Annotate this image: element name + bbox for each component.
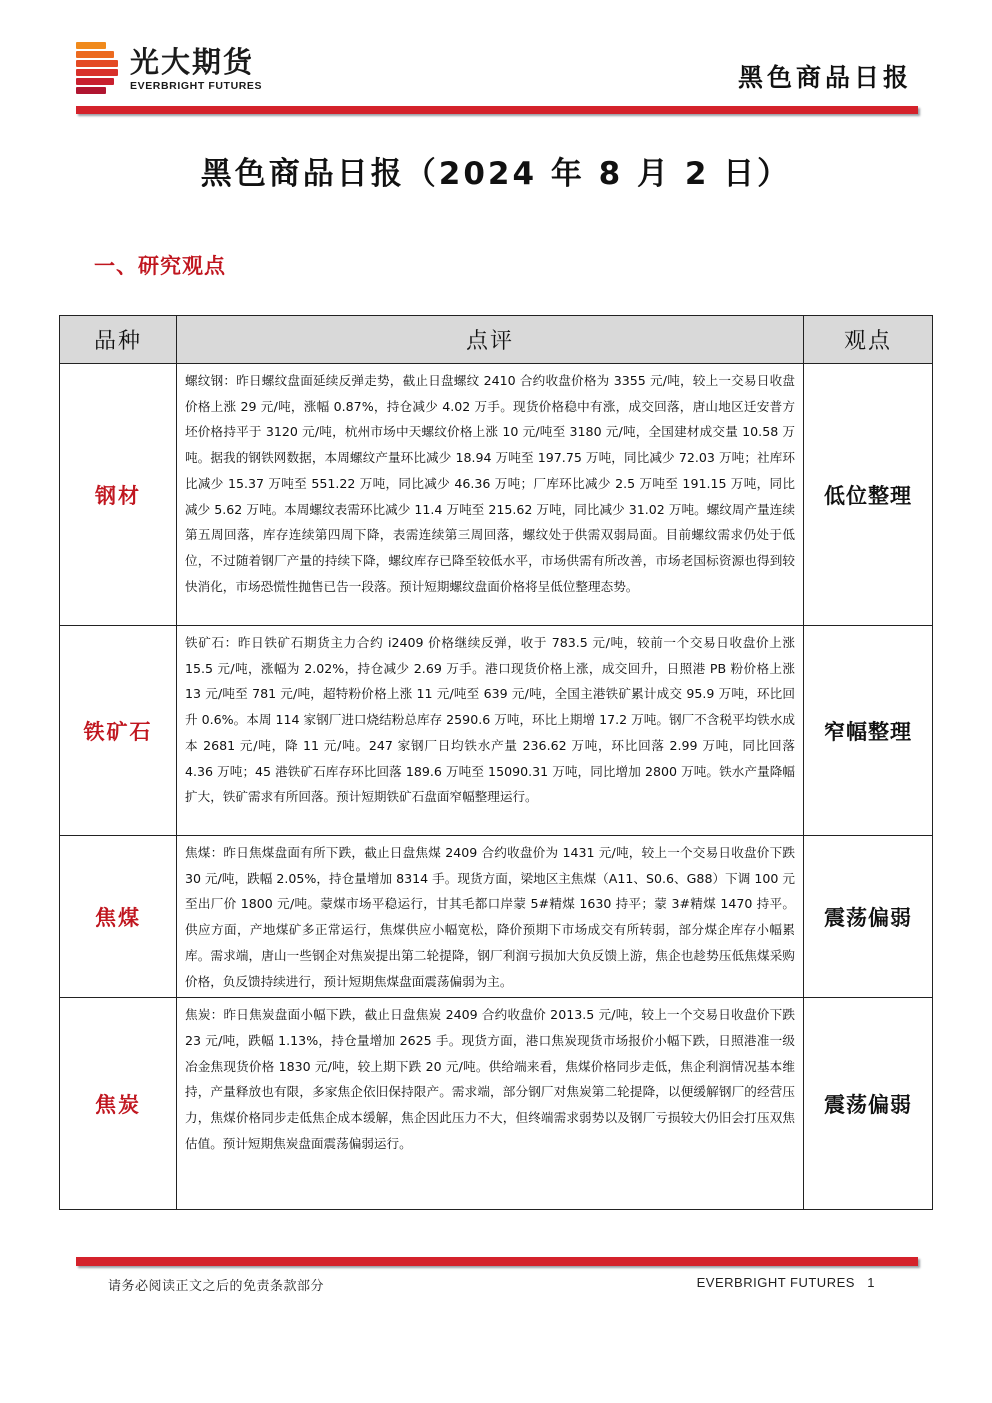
section-heading: 一、研究观点 <box>94 254 226 278</box>
table-row-coke <box>60 998 933 1210</box>
view-cell: 震荡偏弱 <box>804 836 933 998</box>
comment-cell: 焦煤：昨日焦煤盘面有所下跌，截止日盘焦煤 2409 合约收盘价为 1431 元/吨，较上一个交易日收盘价下跌 30 元/吨，跌幅 2.05%，持仓量增加 8314 手。现货方面，梁地区主焦煤（A11、S0.6、G88）下调 100 元至出厂价 1800 元/吨。蒙煤市场平稳运行，甘其毛都口岸蒙 5#精煤 1630 持平；蒙 3#精煤 1470 持平。供应方面，产地煤矿多正常运行，焦煤供应小幅宽松，降价预期下市场成交有所转弱，部分煤企库存小幅累库。需求端，唐山一些钢企对焦炭提出第二轮提降，钢厂利润亏损加大负反馈上游，焦企也趁势压低焦煤采购价格，负反馈持续进行，预计短期焦煤盘面震荡偏弱为主。 <box>177 836 804 998</box>
column-header-view: 观点 <box>804 316 933 364</box>
footer-divider <box>76 1257 918 1266</box>
logo-stripes-icon <box>76 42 120 96</box>
comment-cell: 螺纹钢：昨日螺纹盘面延续反弹走势，截止日盘螺纹 2410 合约收盘价格为 3355 元/吨，较上一交易日收盘价格上涨 29 元/吨，涨幅 0.87%，持仓减少 4.02 万手。现货价格稳中有涨，成交回落，唐山地区迁安普方坯价格持平于 3120 元/吨，杭州市场中天螺纹价格上涨 10 元/吨至 3180 元/吨，全国建材成交量 10.58 万吨。据我的钢铁网数据，本周螺纹产量环比减少 18.94 万吨至 197.75 万吨，同比减少 72.03 万吨；社库环比减少 15.37 万吨至 551.22 万吨，同比减少 46.36 万吨；厂库环比减少 2.5 万吨至 191.15 万吨，同比减少 5.62 万吨。本周螺纹表需环比减少 11.4 万吨至 215.62 万吨，同比减少 31.02 万吨。螺纹周产量连续第五周回落，库存连续第四周下降，表需连续第三周回落，螺纹处于供需双弱局面。目前螺纹需求仍处于低位，不过随着钢厂产量的持续下降，螺纹库存已降至较低水平，市场供需有所改善，市场老国标资源也得到较快消化，市场恐慌性抛售已告一段落。预计短期螺纹盘面价格将呈低位整理态势。 <box>177 364 804 626</box>
comment-cell: 焦炭：昨日焦炭盘面小幅下跌，截止日盘焦炭 2409 合约收盘价 2013.5 元/吨，较上一个交易日收盘价下跌 23 元/吨，跌幅 1.13%，持仓量增加 2625 手。现货方面，港口焦炭现货市场报价小幅下跌，日照港准一级冶金焦现货价格 1830 元/吨，较上期下跌 20 元/吨。供给端来看，焦煤价格同步走低，焦企利润情况基本维持，产量释放也有限，多家焦企依旧保持限产。需求端，部分钢厂对焦炭第二轮提降，以便缓解钢厂的经营压力，焦煤价格同步走低焦企成本缓解，焦企因此压力不大，但终端需求弱势以及钢厂亏损较大仍旧会打压双焦估值。预计短期焦炭盘面震荡偏弱运行。 <box>177 998 804 1210</box>
table-row-steel <box>60 364 933 626</box>
document-title: 黑色商品日报（2024 年 8 月 2 日） <box>200 156 792 192</box>
variety-cell: 钢材 <box>60 364 177 626</box>
table-row-coking-coal <box>60 836 933 998</box>
research-views-table <box>59 315 933 1210</box>
company-logo <box>76 42 262 96</box>
view-cell: 窄幅整理 <box>804 626 933 836</box>
report-name: 黑色商品日报 <box>737 63 912 92</box>
column-header-comment: 点评 <box>177 316 804 364</box>
table-row-iron-ore <box>60 626 933 836</box>
disclaimer-note: 请务必阅读正文之后的免责条款部分 <box>108 1279 325 1294</box>
logo-english-name: EVERBRIGHT FUTURES <box>130 80 263 92</box>
footer-brand <box>697 1275 875 1290</box>
logo-chinese-name: 光大期货 <box>130 45 255 79</box>
comment-cell: 铁矿石：昨日铁矿石期货主力合约 i2409 价格继续反弹，收于 783.5 元/吨，较前一个交易日收盘价上涨 15.5 元/吨，涨幅为 2.02%，持仓减少 2.69 万手。港口现货价格上涨，成交回升，日照港 PB 粉价格上涨 13 元/吨至 781 元/吨，超特粉价格上涨 11 元/吨至 639 元/吨，全国主港铁矿累计成交 95.9 万吨，环比回升 0.6%。本周 114 家钢厂进口烧结粉总库存 2590.6 万吨，环比上期增 17.2 万吨。钢厂不含税平均铁水成本 2681 元/吨，降 11 元/吨。247 家钢厂日均铁水产量 236.62 万吨，环比回落 2.99 万吨，同比回落 4.36 万吨；45 港铁矿石库存环比回落 189.6 万吨至 15090.31 万吨，同比增加 2800 万吨。铁水产量降幅扩大，铁矿需求有所回落。预计短期铁矿石盘面窄幅整理运行。 <box>177 626 804 836</box>
view-cell: 震荡偏弱 <box>804 998 933 1210</box>
column-header-variety: 品种 <box>60 316 177 364</box>
view-cell: 低位整理 <box>804 364 933 626</box>
footer-brand-name: EVERBRIGHT FUTURES <box>696 1275 855 1290</box>
table-header-row <box>60 316 933 364</box>
variety-cell: 焦煤 <box>60 836 177 998</box>
page-header <box>76 40 918 120</box>
page-number: 1 <box>867 1275 875 1290</box>
header-divider <box>76 106 918 114</box>
variety-cell: 铁矿石 <box>60 626 177 836</box>
variety-cell: 焦炭 <box>60 998 177 1210</box>
